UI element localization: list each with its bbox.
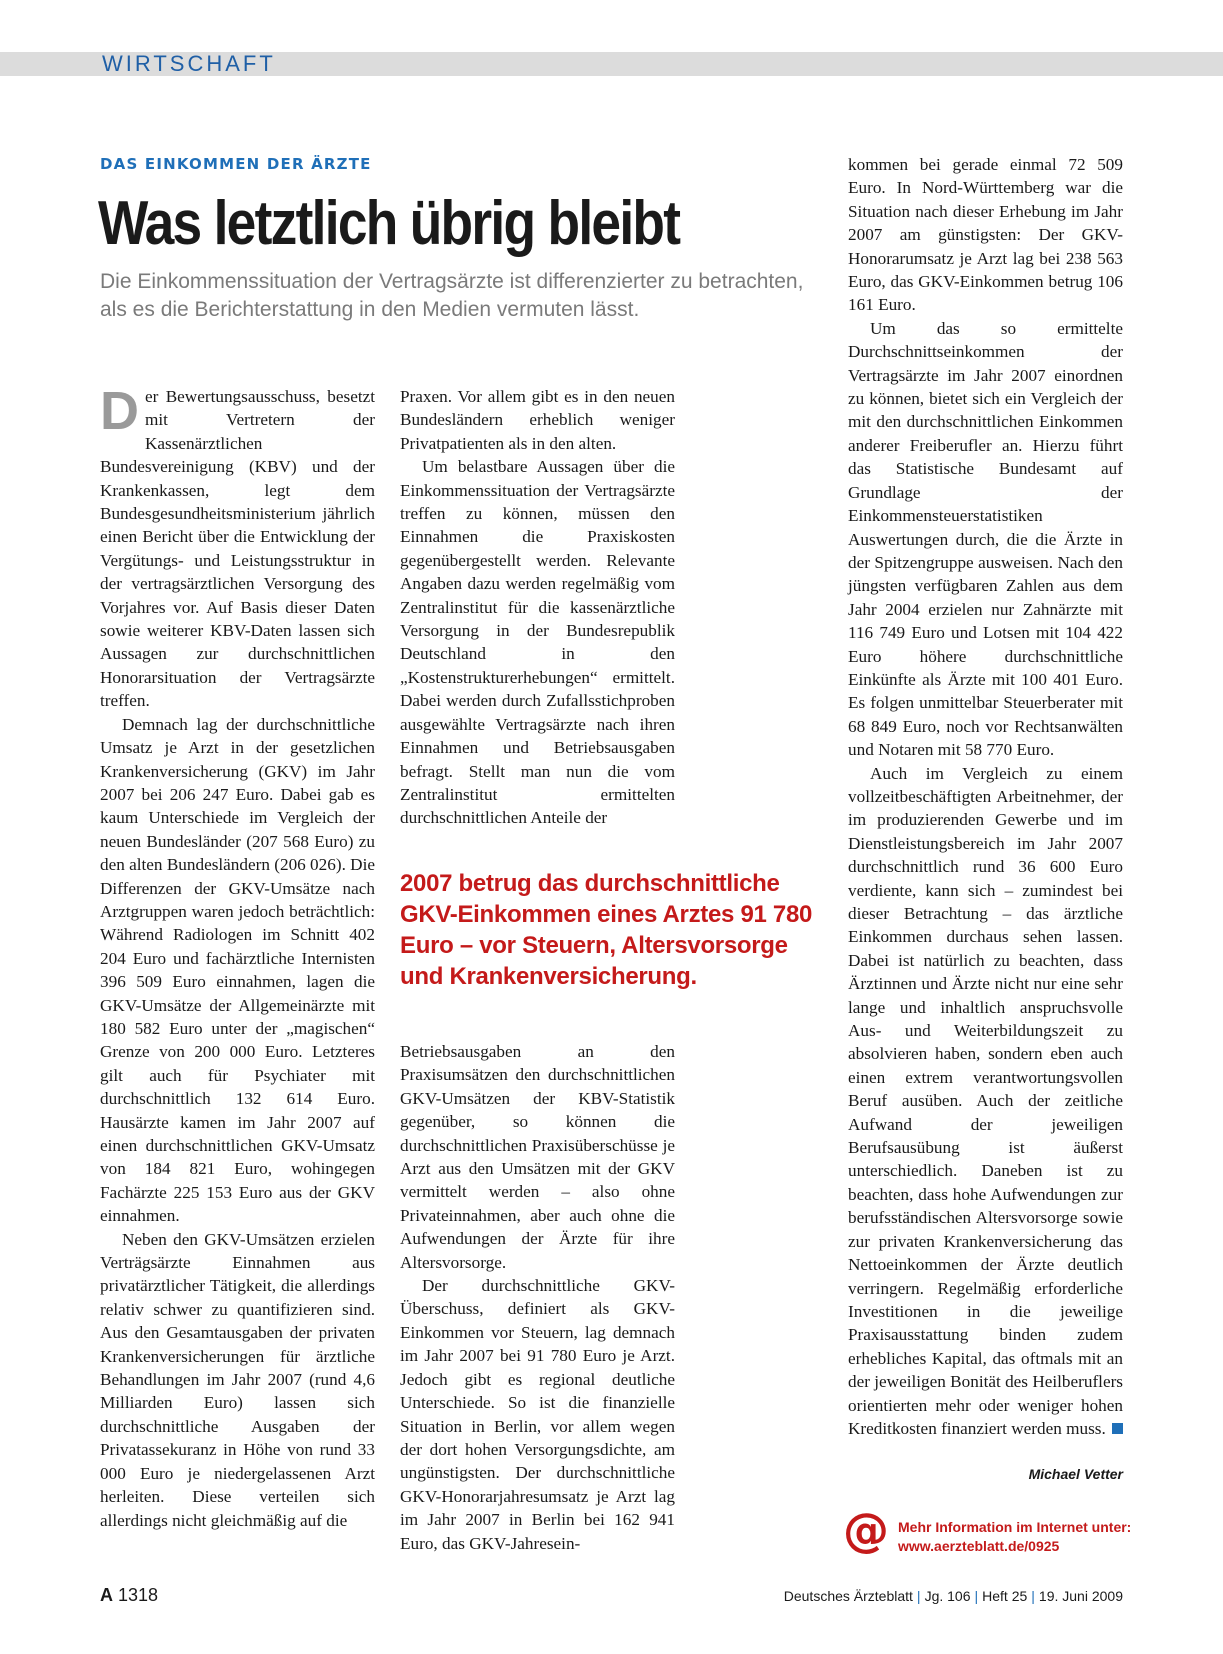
paragraph: Demnach lag der durchschnittliche Umsatz je Arzt in der gesetzlichen Krankenversicherung (GKV) im Jahr 2007 bei 206 247 Euro. Dabei gab es kaum Unterschiede im Vergleich der neuen Bundesländer (207 568 Euro) zu den alten Bundesländern (206 026). Die Differenzen der GKV-Umsätze nach Arztgruppen waren jedoch beträchtlich: Während Radiologen im Schnitt 402 204 Euro und fachärztliche Internisten 396 509 Euro einnahmen, lagen die GKV-Umsätze der Allgemeinärzte mit 180 582 Euro unter der „magischen“ Grenze von 200 000 Euro. Letzteres gilt auch für Psychiater mit durchschnittlich 132 614 Euro. Hausärzte kamen im Jahr 2007 auf einen durchschnittlichen GKV-Umsatz von 184 821 Euro, wohingegen Fachärzte 225 153 Euro aus der GKV einnahmen. [100, 714, 375, 1226]
article-kicker: DAS EINKOMMEN DER ÄRZTE [100, 155, 372, 173]
paragraph: Betriebsausgaben an den Praxisumsätzen den durchschnittlichen GKV-Umsätzen der KBV-Statistik gegenüber, so können die durchschnittlichen Praxisüberschüsse je Arzt aus den Umsätzen mit der GKV vermittelt werden – also ohne Privateinnahmen, aber auch ohne die Aufwendungen der Ärzte für ihre Altersvorsorge. [400, 1042, 675, 1272]
separator: | [1031, 1588, 1035, 1604]
page-number [100, 1585, 158, 1606]
page-prefix: A [100, 1585, 113, 1605]
paragraph-text: er Bewertungsausschuss, besetzt mit Vertretern der Kassenärztlichen Bundesvereinigung (KBV) und der Krankenkassen, legt dem Bundesgesundheitsministerium jährlich einen Bericht über die Entwicklung der Vergütungs- und Leistungsstruktur in der vertragsärztlichen Versorgung des Vorjahres vor. Auf Basis dieser Daten sowie weiterer KBV-Daten lassen sich Aussagen zur durchschnittlichen Honorarsituation der Vertragsärzte treffen. [100, 387, 375, 711]
journal-issue: Heft 25 [982, 1588, 1028, 1604]
paragraph: Neben den GKV-Umsätzen erzielen Verträgsärzte Einnahmen aus privatärztlicher Tätigkeit, die allerdings relativ schwer zu quantifizieren sind. Aus den Gesamtausgaben der privaten Krankenversicherungen für ärztliche Behandlungen im Jahr 2007 (rund 4,6 Milliarden Euro) lassen sich durchschnittliche Ausgaben der Privatassekuranz in Höhe von rund 33 000 Euro je niedergelassenen Arzt herleiten. Diese verteilen sich allerdings nicht gleichmäßig auf die [100, 1229, 375, 1530]
paragraph [100, 381, 375, 713]
at-sign-icon: @ [843, 1503, 889, 1557]
column-2-top [400, 385, 675, 830]
journal-volume: Jg. 106 [924, 1588, 971, 1604]
separator: | [974, 1588, 979, 1604]
column-3 [848, 153, 1123, 1440]
paragraph [848, 762, 1123, 1441]
author-name: Michael Vetter [1028, 1466, 1123, 1482]
footer-info [784, 1588, 1123, 1604]
paragraph: Um das so ermittelte Durchschnittseinkommen der Vertragsärzte im Jahr 2007 einordnen zu können, bietet sich ein Vergleich der mit den durchschnittlichen Einkommen anderer Freiberufler an. Hierzu führt das Statistische Bundesamt auf Grundlage der Einkommensteuerstatistiken Auswertungen durch, die die Ärzte in der Spitzengruppe ausweisen. Nach den jüngsten verfügbaren Zahlen aus dem Jahr 2004 erzielen nur Zahnärzte mit 116 749 Euro und Lotsen mit 104 422 Euro höhere durchschnittliche Einkünfte als Ärzte mit 100 401 Euro. Es folgen unmittelbar Steuerberater mit 68 849 Euro, noch vor Rechtsanwälten und Notaren mit 58 770 Euro. [848, 318, 1123, 760]
article-deck: Die Einkommenssituation der Vertragsärzte ist differenzierter zu betrachten, als es die Berichterstattung in den Medien vermuten lässt. [100, 270, 804, 321]
page-number-value: 1318 [118, 1585, 159, 1605]
article-headline: Was letztlich übrig bleibt [98, 189, 680, 258]
end-mark-icon [1112, 1423, 1123, 1434]
info-title: Mehr Information im Internet unter: [898, 1519, 1132, 1535]
journal-name: Deutsches Ärzteblatt [783, 1588, 913, 1604]
paragraph: kommen bei gerade einmal 72 509 Euro. In Nord-Württemberg war die Situation nach dieser Erhebung im Jahr 2007 am günstigsten: Der GKV-Honorarumsatz je Arzt lag bei 238 563 Euro, das GKV-Einkommen betrug 106 161 Euro. [848, 155, 1123, 315]
info-url-link[interactable]: www.aerzteblatt.de/0925 [898, 1538, 1060, 1554]
paragraph: Um belastbare Aussagen über die Einkommenssituation der Vertragsärzte treffen zu können, müssen den Einnahmen die Praxiskosten gegenübergestellt werden. Relevante Angaben dazu werden regelmäßig vom Zentralinstitut für die kassenärztliche Versorgung in der Bundesrepublik Deutschland in den „Kostenstrukturerhebungen“ ermittelt. Dabei werden durch Zufallsstichproben ausgewählte Vertragsärzte nach ihren Einnahmen und Betriebsausgaben befragt. Stellt man nun die vom Zentralinstitut ermittelten durchschnittlichen Anteile der [400, 457, 675, 828]
column-1 [100, 381, 375, 1532]
dropcap: D [100, 381, 139, 441]
pull-quote: 2007 betrug das durchschnittliche GKV-Einkommen eines Arztes 91 780 Euro – vor Steuern, Altersvorsorge und Krankenversicherung. [400, 870, 813, 990]
separator: | [916, 1588, 921, 1604]
column-2-bottom [400, 1040, 675, 1555]
paragraph: Praxen. Vor allem gibt es in den neuen Bundesländern erheblich weniger Privatpatienten als in den alten. [400, 387, 675, 453]
paragraph: Der durchschnittliche GKV-Überschuss, definiert als GKV-Einkommen vor Steuern, lag demnach im Jahr 2007 bei 91 780 Euro je Arzt. Jedoch gibt es regional deutliche Unterschiede. So ist die finanzielle Situation in Berlin, vor allem wegen der dort hohen Versorgungsdichte, am ungünstigsten. Der durchschnittliche GKV-Honorarjahresumsatz je Arzt lag im Jahr 2007 in Berlin bei 162 941 Euro, das GKV-Jahresein- [400, 1276, 675, 1553]
paragraph-text: Auch im Vergleich zu einem vollzeitbeschäftigten Arbeitnehmer, der im produzierenden Gewerbe und im Dienstleistungsbereich im Jahr 2007 durchschnittlich rund 36 600 Euro verdiente, kann sich – zumindest bei dieser Betrachtung – das ärztliche Einkommen durchaus sehen lassen. Dabei ist natürlich zu beachten, dass Ärztinnen und Ärzte nicht nur eine sehr lange und inhaltlich anspruchsvolle Aus- und Weiterbildungszeit zu absolvieren haben, sondern eben auch einen extrem verantwortungsvollen Beruf ausüben. Auch der zeitliche Aufwand der jeweiligen Berufsausübung ist äußerst unterschiedlich. Daneben ist zu beachten, dass hohe Aufwendungen zur berufsständischen Altersvorsorge sowie zur privaten Krankenversicherung das Nettoeinkommen der Ärzte deutlich verringern. Regelmäßig erforderliche Investitionen in die jeweilige Praxisausstattung binden zudem erhebliches Kapital, das oftmals mit an der jeweiligen Bonität des Heilberuflers orientierten mehr oder weniger hohen Kreditkosten finanziert werden muss. [848, 763, 1123, 1438]
journal-date: 19. Juni 2009 [1038, 1588, 1123, 1604]
section-label: WIRTSCHAFT [102, 51, 276, 76]
